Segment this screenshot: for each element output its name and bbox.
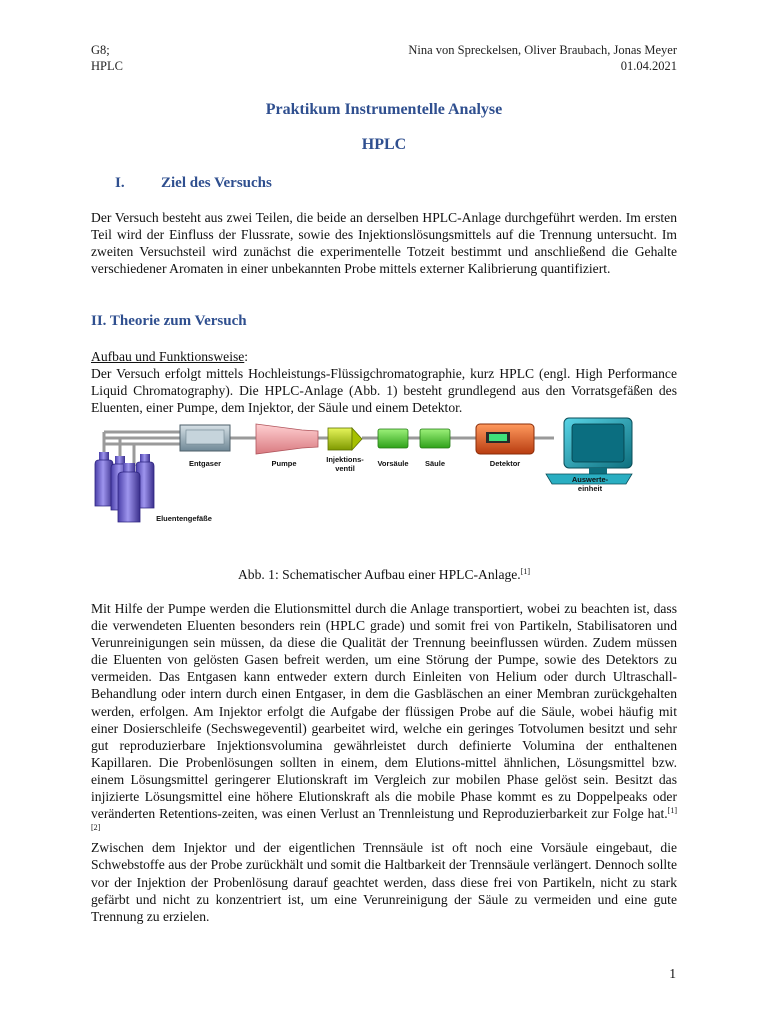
label-injektionsventil-2: ventil — [335, 464, 355, 473]
label-auswerteeinheit-1: Auswerte- — [571, 475, 609, 484]
label-saeule: Säule — [424, 459, 446, 468]
pump — [256, 424, 318, 454]
figure-caption — [0, 567, 768, 583]
citation-reference: [1][2] — [91, 806, 677, 833]
paragraph-text: Der Versuch erfolgt mittels Hochleistungs-Flüssigchromatographie, kurz HPLC (engl. High Performance Liquid Chromatography). Die HPLC-Anlage (Abb. 1) besteht grundlegend aus den Vorratsgefäßen des Eluenten, einer Pumpe, dem Injektor, der Säule und einem Detektor. — [91, 366, 677, 416]
header-topic: HPLC — [91, 59, 123, 73]
column — [420, 429, 450, 448]
pre-column — [378, 429, 408, 448]
section1-paragraph — [91, 209, 677, 277]
section-number: I. — [115, 175, 125, 191]
label-eluentengefaesse: Eluentengefäße — [156, 514, 212, 523]
hplc-schematic-figure — [92, 416, 640, 531]
label-vorsaeule: Vorsäule — [377, 459, 409, 468]
header-group: G8; — [91, 43, 110, 57]
section-title: Ziel des Versuchs — [161, 175, 272, 191]
body-paragraphs — [91, 600, 677, 925]
paragraph-text: Der Versuch besteht aus zwei Teilen, die beide an derselben HPLC-Anlage durchgeführt werden. Im ersten Teil wird der Einfluss der Flussrate, sowie des Injektionslösungsmittels auf die Trennung untersucht. Im zweiten Versuchsteil wird zunächst die experimentelle Totzeit bestimmt und anschließend die Gehalte verschiedener Aromaten in einer unbekannten Probe mittels externer Kalibrierung quantifiziert. — [91, 210, 677, 277]
section-heading-1 — [115, 175, 272, 192]
caption-text: Abb. 1: Schematischer Aufbau einer HPLC-Anlage. — [237, 567, 521, 582]
header-authors: Nina von Spreckelsen, Oliver Braubach, Jonas Meyer — [408, 43, 677, 57]
label-auswerteeinheit-2: einheit — [577, 484, 603, 493]
detector — [476, 424, 534, 454]
header-right — [408, 42, 677, 74]
label-injektionsventil-1: Injektions- — [326, 455, 364, 464]
eluent-bottles — [95, 452, 154, 522]
paragraph-text: Mit Hilfe der Pumpe werden die Elutionsmittel durch die Anlage transportiert, wobei zu beachten ist, dass die verwendeten Eluenten besonders rein (HPLC grade) und somit frei von Partikeln, Stabilisatoren und Verunreinigungen sein müssen, da diese die Qualität der Trennung beeinflussen würden. Zudem müssen die Eluenten von gelösten Gasen befreit werden, um eine Störung der Pumpe, sowie des Detektors zu vermeiden. Das Entgasen kann entweder extern durch Einleiten von Helium oder durch Ultraschall-Behandlung oder intern durch einen Entgaser, in dem die Gasbläschen an einer Membran zurückgehalten werden, erfolgen. Am Injektor erfolgt die Aufgabe der flüssigen Probe auf die Säule, wobei häufig mit einer Dosierschleife (Sechswegeventil) gearbeitet wird, welche ein geringes Totvolumen besitzt und sehr gut reproduzierbare Injektionsvolumina gewährleistet durch definierte Volumina der enthaltenen Kapillaren. Die Probenlösungen sollten in einem, dem Elutions-mittel ähnlichen, Lösungsmittel bzw. einem Lösungsmittel geringerer Elutionskraft im Vergleich zur mobilen Phase gelöst sein. Besitzt das injizierte Lösungsmittel eine höhere Elutionskraft als die mobile Phase kommt es zu Doppelpeaks oder veränderten Retentions-zeiten, was einen Verlust an Trennleistung und Reproduzierbarkeit zur Folge hat. — [91, 601, 677, 822]
subsection-heading: Aufbau und Funktionsweise — [91, 349, 245, 364]
document-title: Praktikum Instrumentelle Analyse — [265, 101, 503, 118]
page-number: 1 — [669, 966, 676, 981]
header-left — [91, 42, 123, 74]
subsection-colon: : — [244, 349, 249, 364]
intro-paragraph — [91, 348, 677, 416]
degasser — [180, 425, 230, 451]
document-subtitle: HPLC — [361, 136, 407, 153]
paragraph-text: Zwischen dem Injektor und der eigentlichen Trennsäule ist oft noch eine Vorsäule eingebaut, die Schwebstoffe aus der Probe zurückhält und somit die Haltbarkeit der Trennsäule verlängert. Dennoch sollte vor der Injektion der Probenlösung darauf geachtet werden, dass diese frei von Partikeln, nicht zu stark gefärbt und nicht zu konzentriert ist, um eine Verunreinigung der Säule zu vermeiden und eine gute Trennung zu erzielen. — [91, 840, 677, 924]
label-pumpe: Pumpe — [271, 459, 297, 468]
header-date: 01.04.2021 — [620, 59, 677, 73]
section-heading-2: II. Theorie zum Versuch — [91, 313, 247, 329]
injection-valve — [328, 428, 362, 450]
label-entgaser: Entgaser — [188, 459, 222, 468]
label-detektor: Detektor — [489, 459, 521, 468]
caption-reference: [1] — [520, 567, 531, 576]
